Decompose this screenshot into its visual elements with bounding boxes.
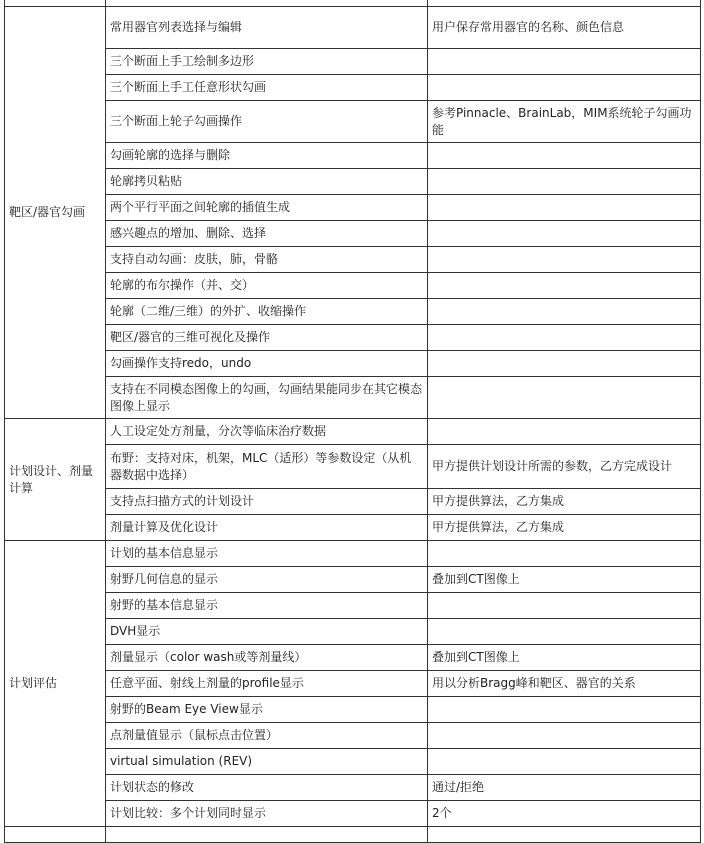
note-cell: 甲方提供计划设计所需的参数，乙方完成设计 xyxy=(428,445,701,489)
category-cell: 计划设计、剂量计算 xyxy=(5,419,106,541)
spec-table-body xyxy=(5,0,701,843)
table-row xyxy=(5,723,701,749)
category-cell: 靶区/器官勾画 xyxy=(5,7,106,419)
table-row xyxy=(5,377,701,419)
note-cell xyxy=(428,247,701,273)
table-row xyxy=(5,645,701,671)
feature-cell: 射野几何信息的显示 xyxy=(106,567,428,593)
feature-cell: 靶区/器官的三维可视化及操作 xyxy=(106,325,428,351)
category-cell: 计划评估 xyxy=(5,541,106,827)
feature-cell: 布野：支持对床，机架，MLC（适形）等参数设定（从机器数据中选择） xyxy=(106,445,428,489)
feature-cell: 剂量计算及优化设计 xyxy=(106,515,428,541)
feature-cell: 两个平行平面之间轮廓的插值生成 xyxy=(106,195,428,221)
feature-cell: 轮廓的布尔操作（并、交） xyxy=(106,273,428,299)
feature-cell: 剂量显示（color wash或等剂量线） xyxy=(106,645,428,671)
feature-cell: 三个断面上轮子勾画操作 xyxy=(106,101,428,143)
note-cell xyxy=(428,221,701,247)
table-row xyxy=(5,221,701,247)
table-row xyxy=(5,671,701,697)
table-row xyxy=(5,247,701,273)
note-cell xyxy=(428,619,701,645)
note-cell xyxy=(428,143,701,169)
table-row xyxy=(5,7,701,49)
note-cell: 2个 xyxy=(428,801,701,827)
feature-cell: 勾画操作支持redo，undo xyxy=(106,351,428,377)
note-cell xyxy=(428,749,701,775)
note-cell: 通过/拒绝 xyxy=(428,775,701,801)
note-cell xyxy=(428,299,701,325)
note-cell: 用户保存常用器官的名称、颜色信息 xyxy=(428,7,701,49)
note-cell xyxy=(428,195,701,221)
feature-cell: 计划的基本信息显示 xyxy=(106,541,428,567)
feature-cell: 点剂量值显示（鼠标点击位置） xyxy=(106,723,428,749)
table-row xyxy=(5,169,701,195)
note-cell: 用以分析Bragg峰和靶区、器官的关系 xyxy=(428,671,701,697)
table-row xyxy=(5,619,701,645)
note-cell: 叠加到CT图像上 xyxy=(428,567,701,593)
feature-cell: 支持点扫描方式的计划设计 xyxy=(106,489,428,515)
table-row xyxy=(5,749,701,775)
feature-cell: DVH显示 xyxy=(106,619,428,645)
table-row xyxy=(5,775,701,801)
table-row xyxy=(5,351,701,377)
note-cell xyxy=(428,325,701,351)
note-cell xyxy=(428,723,701,749)
table-row xyxy=(5,541,701,567)
table-row xyxy=(5,273,701,299)
note-cell: 甲方提供算法，乙方集成 xyxy=(428,489,701,515)
note-cell xyxy=(428,541,701,567)
note-cell xyxy=(428,75,701,101)
feature-cell: 射野的基本信息显示 xyxy=(106,593,428,619)
feature-cell: 支持自动勾画：皮肤，肺，骨骼 xyxy=(106,247,428,273)
note-cell: 参考Pinnacle、BrainLab，MIM系统轮子勾画功能 xyxy=(428,101,701,143)
table-row xyxy=(5,325,701,351)
feature-cell: 计划状态的修改 xyxy=(106,775,428,801)
table-row xyxy=(5,445,701,489)
note-cell xyxy=(428,377,701,419)
table-row xyxy=(5,143,701,169)
table-row xyxy=(5,567,701,593)
feature-cell: 射野的Beam Eye View显示 xyxy=(106,697,428,723)
note-cell: 叠加到CT图像上 xyxy=(428,645,701,671)
feature-cell: 任意平面、射线上剂量的profile显示 xyxy=(106,671,428,697)
note-cell xyxy=(428,593,701,619)
table-row xyxy=(5,49,701,75)
feature-cell: 勾画轮廓的选择与删除 xyxy=(106,143,428,169)
table-row xyxy=(5,801,701,827)
feature-cell: virtual simulation (REV) xyxy=(106,749,428,775)
feature-cell: 三个断面上手工绘制多边形 xyxy=(106,49,428,75)
table-row xyxy=(5,419,701,445)
note-cell xyxy=(428,419,701,445)
table-row xyxy=(5,299,701,325)
table-row xyxy=(5,489,701,515)
table-row xyxy=(5,697,701,723)
table-row xyxy=(5,195,701,221)
feature-cell: 三个断面上手工任意形状勾画 xyxy=(106,75,428,101)
note-cell xyxy=(428,351,701,377)
note-cell xyxy=(428,169,701,195)
spec-table xyxy=(4,0,701,843)
note-cell: 甲方提供算法，乙方集成 xyxy=(428,515,701,541)
table-row xyxy=(5,75,701,101)
note-cell xyxy=(428,273,701,299)
note-cell xyxy=(428,697,701,723)
feature-cell: 轮廓拷贝粘贴 xyxy=(106,169,428,195)
feature-cell: 计划比较：多个计划同时显示 xyxy=(106,801,428,827)
table-row xyxy=(5,593,701,619)
feature-cell: 人工设定处方剂量，分次等临床治疗数据 xyxy=(106,419,428,445)
feature-cell: 支持在不同模态图像上的勾画，勾画结果能同步在其它模态图像上显示 xyxy=(106,377,428,419)
feature-cell: 感兴趣点的增加、删除、选择 xyxy=(106,221,428,247)
feature-cell: 轮廓（二维/三维）的外扩、收缩操作 xyxy=(106,299,428,325)
table-row xyxy=(5,515,701,541)
note-cell xyxy=(428,49,701,75)
table-row xyxy=(5,101,701,143)
feature-cell: 常用器官列表选择与编辑 xyxy=(106,7,428,49)
